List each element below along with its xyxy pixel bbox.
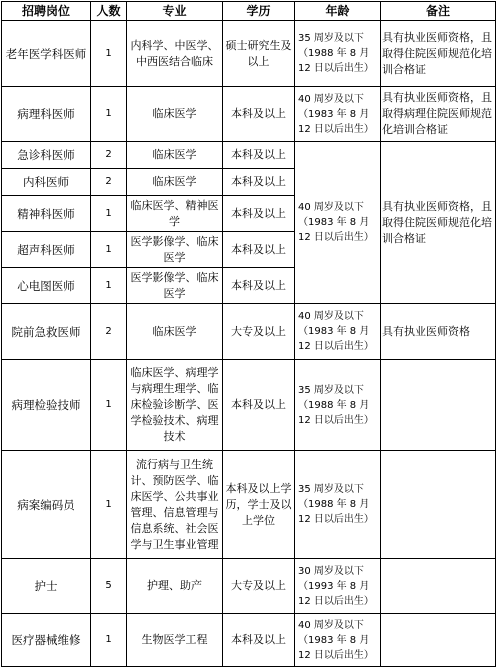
cell-count: 1 xyxy=(91,614,127,667)
cell-major: 医学影像学、临床医学 xyxy=(127,232,223,268)
cell-age: 40 周岁及以下（1983 年 8 月 12 日以后出生） xyxy=(295,304,381,360)
cell-major: 生物医学工程 xyxy=(127,614,223,667)
cell-education: 大专及以上 xyxy=(223,304,295,360)
cell-major: 临床医学 xyxy=(127,87,223,142)
cell-major: 医学影像学、临床医学 xyxy=(127,268,223,304)
cell-age: 30 周岁及以下（1993 年 8 月 12 日以后出生） xyxy=(295,559,381,614)
cell-age: 40 周岁及以下（1983 年 8 月 12 日以后出生） xyxy=(295,614,381,667)
table-row xyxy=(2,142,496,169)
table-row xyxy=(2,87,496,142)
header-position: 招聘岗位 xyxy=(2,2,91,21)
table-header-row xyxy=(2,2,496,21)
cell-major: 临床医学、精神医学 xyxy=(127,196,223,232)
header-note: 备注 xyxy=(381,2,496,21)
cell-count: 2 xyxy=(91,142,127,169)
cell-note xyxy=(381,360,496,451)
cell-count: 1 xyxy=(91,232,127,268)
cell-age: 35 周岁及以下（1988 年 8 月 12 日以后出生） xyxy=(295,21,381,87)
cell-note xyxy=(381,559,496,614)
cell-position: 病理科医师 xyxy=(2,87,91,142)
cell-position: 超声科医师 xyxy=(2,232,91,268)
cell-note xyxy=(381,451,496,559)
cell-major: 临床医学、病理学与病理生理学、临床检验诊断学、医学检验技术、病理技术 xyxy=(127,360,223,451)
cell-note: 具有执业医师资格，且取得病理住院医师规范化培训合格证 xyxy=(381,87,496,142)
cell-major: 临床医学 xyxy=(127,142,223,169)
header-count: 人数 xyxy=(91,2,127,21)
cell-age: 35 周岁及以下（1988 年 8 月 12 日以后出生） xyxy=(295,360,381,451)
cell-count: 1 xyxy=(91,451,127,559)
cell-education: 本科及以上 xyxy=(223,87,295,142)
cell-count: 1 xyxy=(91,196,127,232)
cell-major: 内科学、中医学、中西医结合临床 xyxy=(127,21,223,87)
header-age: 年龄 xyxy=(295,2,381,21)
cell-education: 本科及以上 xyxy=(223,360,295,451)
cell-position: 老年医学科医师 xyxy=(2,21,91,87)
recruitment-table xyxy=(1,1,496,667)
header-education: 学历 xyxy=(223,2,295,21)
cell-age-merged: 40 周岁及以下（1983 年 8 月 12 日以后出生） xyxy=(295,142,381,304)
cell-position: 院前急救医师 xyxy=(2,304,91,360)
cell-age: 35 周岁及以下（1988 年 8 月 12 日以后出生） xyxy=(295,451,381,559)
cell-education: 本科及以上学历，学士及以上学位 xyxy=(223,451,295,559)
cell-count: 2 xyxy=(91,304,127,360)
cell-note-merged: 具有执业医师资格，且取得住院医师规范化培训合格证 xyxy=(381,142,496,304)
cell-count: 1 xyxy=(91,21,127,87)
cell-note: 具有执业医师资格，且取得住院医师规范化培训合格证 xyxy=(381,21,496,87)
cell-count: 2 xyxy=(91,169,127,196)
cell-count: 1 xyxy=(91,268,127,304)
header-major: 专业 xyxy=(127,2,223,21)
cell-position: 医疗器械维修 xyxy=(2,614,91,667)
cell-education: 本科及以上 xyxy=(223,142,295,169)
cell-education: 本科及以上 xyxy=(223,268,295,304)
cell-position: 内科医师 xyxy=(2,169,91,196)
cell-count: 1 xyxy=(91,360,127,451)
cell-count: 1 xyxy=(91,87,127,142)
cell-major: 临床医学 xyxy=(127,304,223,360)
cell-education: 本科及以上 xyxy=(223,196,295,232)
cell-position: 精神科医师 xyxy=(2,196,91,232)
cell-age: 40 周岁及以下（1983 年 8 月 12 日以后出生） xyxy=(295,87,381,142)
cell-note xyxy=(381,614,496,667)
cell-major: 护理、助产 xyxy=(127,559,223,614)
cell-count: 5 xyxy=(91,559,127,614)
table-row xyxy=(2,304,496,360)
cell-note: 具有执业医师资格 xyxy=(381,304,496,360)
cell-major: 流行病与卫生统计、预防医学、临床医学、公共事业管理、信息管理与信息系统、社会医学与卫生事业管理 xyxy=(127,451,223,559)
cell-education: 本科及以上 xyxy=(223,169,295,196)
cell-education: 本科及以上 xyxy=(223,614,295,667)
table-row xyxy=(2,21,496,87)
table-row xyxy=(2,614,496,667)
table-row xyxy=(2,451,496,559)
table-row xyxy=(2,559,496,614)
cell-education: 大专及以上 xyxy=(223,559,295,614)
cell-education: 硕士研究生及以上 xyxy=(223,21,295,87)
cell-position: 急诊科医师 xyxy=(2,142,91,169)
table-row xyxy=(2,360,496,451)
cell-position: 护士 xyxy=(2,559,91,614)
cell-major: 临床医学 xyxy=(127,169,223,196)
cell-position: 病案编码员 xyxy=(2,451,91,559)
cell-position: 病理检验技师 xyxy=(2,360,91,451)
cell-position: 心电图医师 xyxy=(2,268,91,304)
cell-education: 本科及以上 xyxy=(223,232,295,268)
